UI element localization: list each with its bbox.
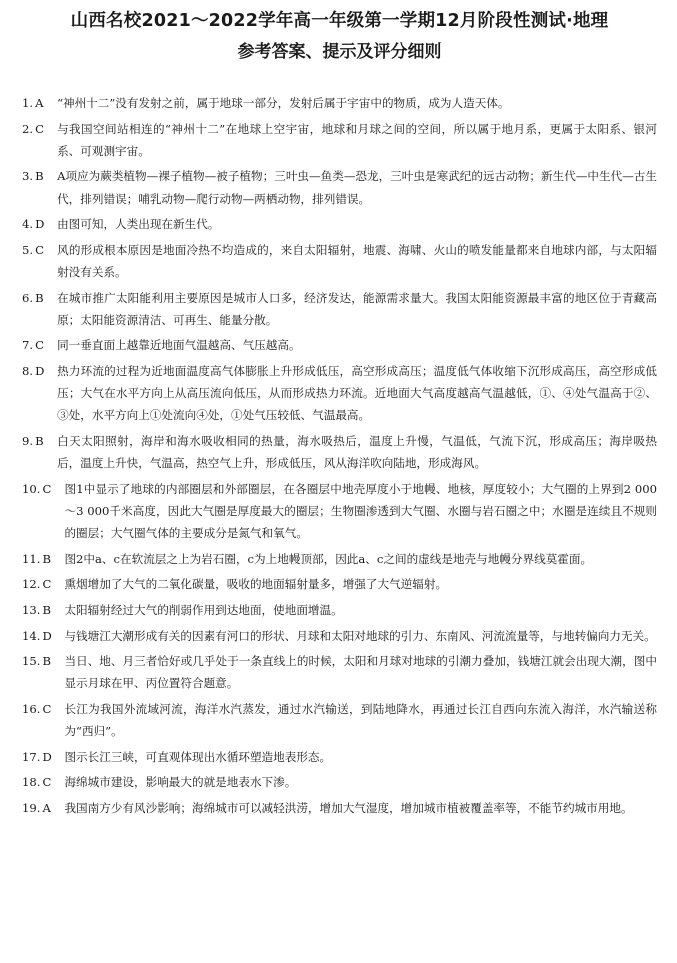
answer-explanation: 太阳辐射经过大气的削弱作用到达地面，使地面增温。	[64, 602, 343, 617]
answer-item	[22, 334, 657, 356]
answer-item	[22, 548, 657, 570]
answer-explanation: 图2中a、c在软流层之上为岩石圈，c为上地幔顶部，因此a、c之间的虚线是地壳与地幔分界线莫霍面。	[64, 551, 593, 566]
answer-letter: D	[35, 363, 45, 378]
answer-item	[22, 746, 657, 768]
answer-item	[22, 771, 657, 793]
answer-number: 10.	[22, 481, 41, 496]
answer-letter: B	[35, 290, 44, 305]
answer-letter: B	[42, 551, 51, 566]
answer-number: 13.	[22, 602, 41, 617]
answer-number: 11.	[22, 551, 41, 566]
answer-number: 6.	[22, 290, 34, 305]
answer-item	[22, 165, 657, 209]
answer-explanation: A项应为蕨类植物—裸子植物—被子植物；三叶虫—鱼类—恐龙，三叶虫是寒武纪的远古动物；新生代—中生代—古生代，排列错误；哺乳动物—爬行动物—两栖动物，排列错误。	[57, 169, 657, 206]
answer-explanation: 图示长江三峡，可直观体现出水循环塑造地表形态。	[64, 749, 332, 764]
answer-explanation: 同一垂直面上越靠近地面气温越高、气压越高。	[57, 338, 301, 353]
answer-number: 17.	[22, 749, 41, 764]
answer-explanation: 图1中显示了地球的内部圈层和外部圈层，在各圈层中地壳厚度小于地幔、地核，厚度较小；大气圈的上界到2 000～3 000千米高度，因此大气圈是厚度最大的圈层；生物圈渗透到大气圈、水圈与岩石圈之中；水圈是连续且不规则的圈层；大气圈气体的主要成分是氮气和氧气。	[64, 481, 657, 541]
answer-explanation: 与我国空间站相连的“神州十二”在地球上空宇宙，地球和月球之间的空间，所以属于地月系，更属于太阳系、银河系、可观测宇宙。	[57, 121, 657, 158]
answer-letter: A	[35, 96, 44, 110]
answer-letter: B	[42, 602, 51, 617]
answer-letter: C	[42, 701, 52, 716]
answer-item	[22, 650, 657, 694]
answer-letter: C	[35, 338, 44, 353]
answer-item	[22, 625, 657, 647]
answer-number: 12.	[22, 577, 41, 592]
answer-number: 5.	[22, 242, 34, 257]
answer-item	[22, 573, 657, 595]
answer-explanation: 在城市推广太阳能利用主要原因是城市人口多，经济发达，能源需求量大。我国太阳能资源最丰富的地区位于青藏高原；太阳能资源清洁、可再生、能量分散。	[57, 290, 657, 327]
answer-number: 16.	[22, 701, 41, 716]
document-title: 山西名校2021～2022学年高一年级第一学期12月阶段性测试·地理	[70, 11, 609, 31]
answer-number: 4.	[22, 217, 34, 232]
answer-item	[22, 287, 657, 331]
answer-item	[22, 239, 657, 283]
answer-item	[22, 478, 657, 545]
answer-item	[22, 599, 657, 621]
answer-number: 14.	[22, 628, 41, 643]
answer-letter: B	[42, 654, 51, 669]
answer-explanation: 热力环流的过程为近地面温度高气体膨胀上升形成低压，高空形成高压；温度低气体收缩下沉形成高压，高空形成低压；大气在水平方向上从高压流向低压，从而形成热力环流。近地面大气高度越高气温越低，①、④处气温高于②、③处，水平方向上①处流向④处，①处气压较低、气温最高。	[57, 363, 657, 423]
answer-number: 8.	[22, 363, 34, 378]
answer-item	[22, 797, 657, 819]
answer-letter: D	[35, 217, 45, 232]
answer-number: 18.	[22, 775, 41, 790]
answer-number: 9.	[22, 433, 34, 448]
answer-letter: C	[42, 577, 52, 592]
answer-explanation: 与钱塘江大潮形成有关的因素有河口的形状、月球和太阳对地球的引力、东南风、河流流量等，与地转偏向力无关。	[64, 628, 656, 643]
answer-item	[22, 213, 657, 235]
answer-number: 19.	[22, 800, 41, 815]
answer-number: 15.	[22, 654, 41, 669]
answer-number: 2.	[22, 121, 34, 136]
answer-letter: B	[35, 169, 44, 184]
answer-list	[22, 92, 657, 819]
answer-item	[22, 118, 657, 162]
answer-item	[22, 698, 657, 742]
answer-explanation: 熏烟增加了大气的二氧化碳量，吸收的地面辐射量多，增强了大气逆辐射。	[64, 577, 448, 592]
answer-letter: C	[35, 121, 44, 136]
answer-letter: C	[35, 242, 44, 257]
answer-explanation: 我国南方少有风沙影响；海绵城市可以减轻洪涝，增加大气湿度，增加城市植被覆盖率等，不能节约城市用地。	[64, 800, 633, 815]
answer-number: 3.	[22, 169, 34, 184]
answer-explanation: “神州十二”没有发射之前，属于地球一部分，发射后属于宇宙中的物质，成为人造天体。	[57, 96, 510, 110]
answer-letter: D	[42, 628, 52, 643]
answer-letter: A	[42, 800, 51, 815]
answer-item	[22, 92, 657, 114]
answer-explanation: 由图可知，人类出现在新生代。	[57, 217, 220, 232]
answer-explanation: 当日、地、月三者恰好或几乎处于一条直线上的时候，太阳和月球对地球的引潮力叠加，钱塘江就会出现大潮，图中显示月球在甲、丙位置符合题意。	[64, 654, 657, 691]
answer-explanation: 白天太阳照射，海岸和海水吸收相同的热量，海水吸热后，温度上升慢，气温低，气流下沉，形成高压；海岸吸热后，温度上升快，气温高，热空气上升，形成低压，风从海洋吹向陆地，形成海风。	[57, 433, 657, 471]
answer-letter: C	[42, 481, 52, 496]
answer-number: 1.	[22, 96, 34, 110]
answer-item	[22, 430, 657, 474]
answer-explanation: 长江为我国外流域河流，海洋水汽蒸发，通过水汽输送，到陆地降水，再通过长江自西向东流入海洋，水汽输送称为“西归”。	[64, 701, 657, 739]
answer-letter: D	[42, 749, 52, 764]
answer-item	[22, 360, 657, 427]
answer-explanation: 海绵城市建设，影响最大的就是地表水下渗。	[64, 775, 297, 790]
answer-letter: C	[42, 775, 52, 790]
answer-number: 7.	[22, 338, 34, 353]
document-subtitle: 参考答案、提示及评分细则	[237, 42, 442, 62]
answer-letter: B	[35, 433, 44, 448]
answer-explanation: 风的形成根本原因是地面冷热不均造成的，来自太阳辐射，地震、海啸、火山的喷发能量都来自地球内部，与太阳辐射没有关系。	[57, 242, 657, 279]
